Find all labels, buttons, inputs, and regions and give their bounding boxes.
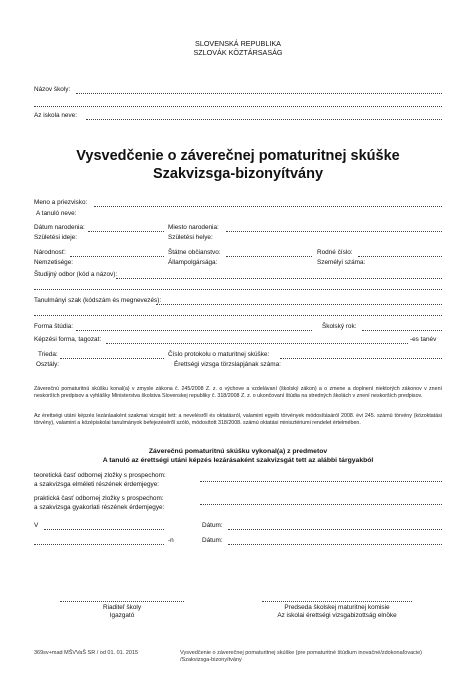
theory-grade-field[interactable] [200,480,442,482]
birth-place-label: Miesto narodenia: [168,224,219,231]
field-of-study-field-2[interactable] [34,288,442,290]
result-heading-hu: A tanuló az érettségi utáni képzés lezárásaként szakvizsgát tett az alábbi tárgyakból [102,457,374,464]
result-heading: Záverečnú pomaturitnú skúšku vykonal(a) z predmetov [148,448,328,455]
date-label: Dátum: [202,522,223,529]
field-of-study-hu-field[interactable] [156,303,442,305]
theory-label: teoretická časť odbornej zložky s prospechom: [34,472,166,479]
school-year-suffix: -es tanév [410,336,437,343]
name-label: Meno a priezvisko: [34,199,88,206]
footer-code: 369sv+mad MŠVVaŠ SR / od 01. 01. 2015 [34,650,139,656]
birth-number-field[interactable] [358,255,442,257]
place-field[interactable] [44,528,164,530]
name-label-hu: A tanuló neve: [36,210,77,217]
protocol-label: Číslo protokolu o maturitnej skúške: [168,351,270,358]
field-of-study-hu-field-2[interactable] [34,314,442,316]
field-of-study-label-hu: Tanulmányi szak (kódszám és megnevezés): [34,297,162,304]
date-field[interactable] [228,528,442,530]
header-line-2: SZLOVÁK KÖZTÁRSASÁG [193,48,283,57]
footer-description-hu: /Szakvizsga-bizonyítvány [180,657,242,663]
document-title: Vysvedčenie o záverečnej pomaturitnej skúške [76,148,400,164]
nationality-field[interactable] [70,255,164,257]
protocol-field[interactable] [280,357,442,359]
birth-place-field[interactable] [226,230,442,232]
date-label-2: Dátum: [202,537,223,544]
place-prefix: V [34,522,39,529]
birth-date-label: Dátum narodenia: [34,224,85,231]
field-of-study-field[interactable] [116,277,442,279]
director-label: Riaditeľ školy [102,604,142,611]
protocol-label-hu: Érettségi vizsga törzslapjának száma: [174,361,281,368]
school-name-field[interactable] [76,92,442,94]
school-name-label-hu: Az iskola neve: [34,112,77,119]
form-field[interactable] [76,329,312,331]
practice-label: praktická časť odbornej zložky s prospechom: [34,495,164,502]
chair-label-hu: Az iskolai érettségi vizsgabizottság elnöke [277,612,397,619]
chair-label: Predseda školskej maturitnej komisie [284,604,390,611]
birth-date-label-hu: Születési ideje: [34,234,77,241]
legal-paragraph-hu: Az érettségi utáni képzés lezárásaként szakmai vizsgát tett: a nevelésről és oktatásról, valamint egyéb törvények módosításáról 2008. évi 245. számú törvény (közoktatási törvény), valamint a középiskolai tanulmányok befejezéséről szóló, módosított 318/2008. számú oktatási minisztériumi rendelet értelmében. [34,413,442,426]
place-hu-field[interactable] [34,543,164,545]
practice-grade-field[interactable] [200,503,442,505]
footer-description: Vysvedčenie o záverečnej pomaturitnej skúške (pre pomaturitné štúdium inovačné/zdokonaľovacie) [180,650,422,656]
header-line-1: SLOVENSKÁ REPUBLIKA [195,39,281,48]
birth-place-label-hu: Születési helye: [168,234,213,241]
class-label: Trieda: [38,351,58,358]
class-field[interactable] [60,357,164,359]
class-label-hu: Osztály: [36,361,60,368]
birth-date-field[interactable] [88,230,164,232]
place-suffix: -n [168,537,174,544]
citizenship-label-hu: Állampolgársága: [168,259,218,266]
nationality-label: Národnosť: [34,249,66,256]
school-year-field[interactable] [362,329,442,331]
document-title-hu: Szakvizsga-bizonyítvány [152,166,324,182]
legal-paragraph-sk: Záverečnú pomaturitnú skúšku konal(a) v zmysle zákona č. 245/2008 Z. z. o výchove a vzdelávaní (školský zákon) a o zmene a doplnení niektorých zákonov v znení neskorších predpisov a vyhlášky Ministerstva školstva Slovenskej republiky č. 318/2008 Z. z. o ukončovaní štúdia na stredných školách v znení neskorších predpisov. [34,386,442,399]
practice-label-hu: a szakvizsga gyakorlati részének érdemjegye: [34,504,165,511]
nationality-label-hu: Nemzetisége: [34,259,74,266]
date-field-2[interactable] [228,543,442,545]
birth-number-label-hu: Személyi száma: [317,259,366,266]
birth-number-label: Rodné číslo: [317,249,353,256]
citizenship-field[interactable] [226,255,312,257]
form-hu-field[interactable] [106,342,408,344]
school-name-label: Názov školy: [34,86,71,93]
school-year-label: Školský rok: [322,323,357,330]
citizenship-label: Štátne občianstvo: [168,249,221,256]
theory-label-hu: a szakvizsga elméleti részének érdemjegye: [34,481,160,488]
field-of-study-label: Študijný odbor (kód a názov): [34,271,118,278]
director-signature-line[interactable] [60,600,184,602]
chair-signature-line[interactable] [262,600,412,602]
director-label-hu: Igazgató [109,612,135,619]
form-label: Forma štúdia: [34,323,74,330]
name-field[interactable] [94,205,442,207]
form-label-hu: Képzési forma, tagozat: [34,336,102,343]
school-name-hu-field[interactable] [86,118,442,120]
school-address-field[interactable] [34,105,442,107]
